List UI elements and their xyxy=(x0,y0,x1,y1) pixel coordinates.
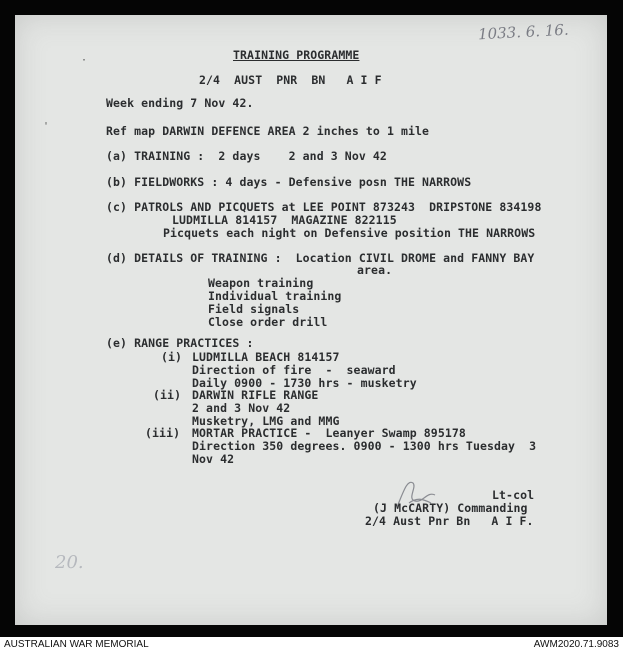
range-number: (i) xyxy=(161,350,183,364)
range-line: Nov 42 xyxy=(192,452,235,466)
range-number: (ii) xyxy=(153,388,182,402)
footer-accession-number: AWM2020.71.9083 xyxy=(533,639,619,650)
range-line: 2 and 3 Nov 42 xyxy=(192,401,291,415)
range-line: Daily 0900 - 1730 hrs - musketry xyxy=(192,376,417,390)
handwritten-reference: 1033. 6. 16. xyxy=(477,20,570,44)
range-line: LUDMILLA BEACH 814157 xyxy=(192,350,340,364)
training-item: Close order drill xyxy=(208,315,328,329)
range-number: (iii) xyxy=(145,426,181,440)
footer-institution: AUSTRALIAN WAR MEMORIAL xyxy=(4,639,149,650)
patrols-locations: LUDMILLA 814157 MAGAZINE 822115 xyxy=(172,213,397,227)
signatory-rank: Lt-col xyxy=(492,488,535,502)
section-patrols: (c) PATROLS AND PICQUETS at LEE POINT 873243 DRIPSTONE 834198 xyxy=(106,200,542,214)
range-line: Musketry, LMG and MMG xyxy=(192,414,340,428)
document-title: TRAINING PROGRAMME xyxy=(233,48,360,62)
reference-map: Ref map DARWIN DEFENCE AREA 2 inches to 1 mile xyxy=(106,124,430,138)
details-area: area. xyxy=(357,263,393,277)
range-line: Direction 350 degrees. 0900 - 1300 hrs Tuesday 3 xyxy=(192,439,537,453)
range-line: DARWIN RIFLE RANGE xyxy=(192,388,319,402)
week-ending: Week ending 7 Nov 42. xyxy=(106,96,254,110)
section-training: (a) TRAINING : 2 days 2 and 3 Nov 42 xyxy=(106,149,387,163)
section-fieldworks: (b) FIELDWORKS : 4 days - Defensive posn THE NARROWS xyxy=(106,175,472,189)
typed-page xyxy=(15,15,607,625)
section-details: (d) DETAILS OF TRAINING : Location CIVIL DROME and FANNY BAY xyxy=(106,251,535,265)
handwritten-page-number: 20. xyxy=(55,552,84,573)
training-item: Weapon training xyxy=(208,276,314,290)
training-item: Individual training xyxy=(208,289,342,303)
signatory-name: (J McCARTY) Commanding xyxy=(373,501,528,515)
punch-mark: · xyxy=(81,55,88,66)
unit-heading: 2/4 AUST PNR BN A I F xyxy=(199,73,382,87)
range-line: Direction of fire - seaward xyxy=(192,363,396,377)
range-line: MORTAR PRACTICE - Leanyer Swamp 895178 xyxy=(192,426,466,440)
patrols-picquets: Picquets each night on Defensive position THE NARROWS xyxy=(163,226,536,240)
punch-mark: ' xyxy=(43,121,50,132)
signatory-unit: 2/4 Aust Pnr Bn A I F. xyxy=(365,514,534,528)
section-range: (e) RANGE PRACTICES : xyxy=(106,336,254,350)
training-item: Field signals xyxy=(208,302,300,316)
